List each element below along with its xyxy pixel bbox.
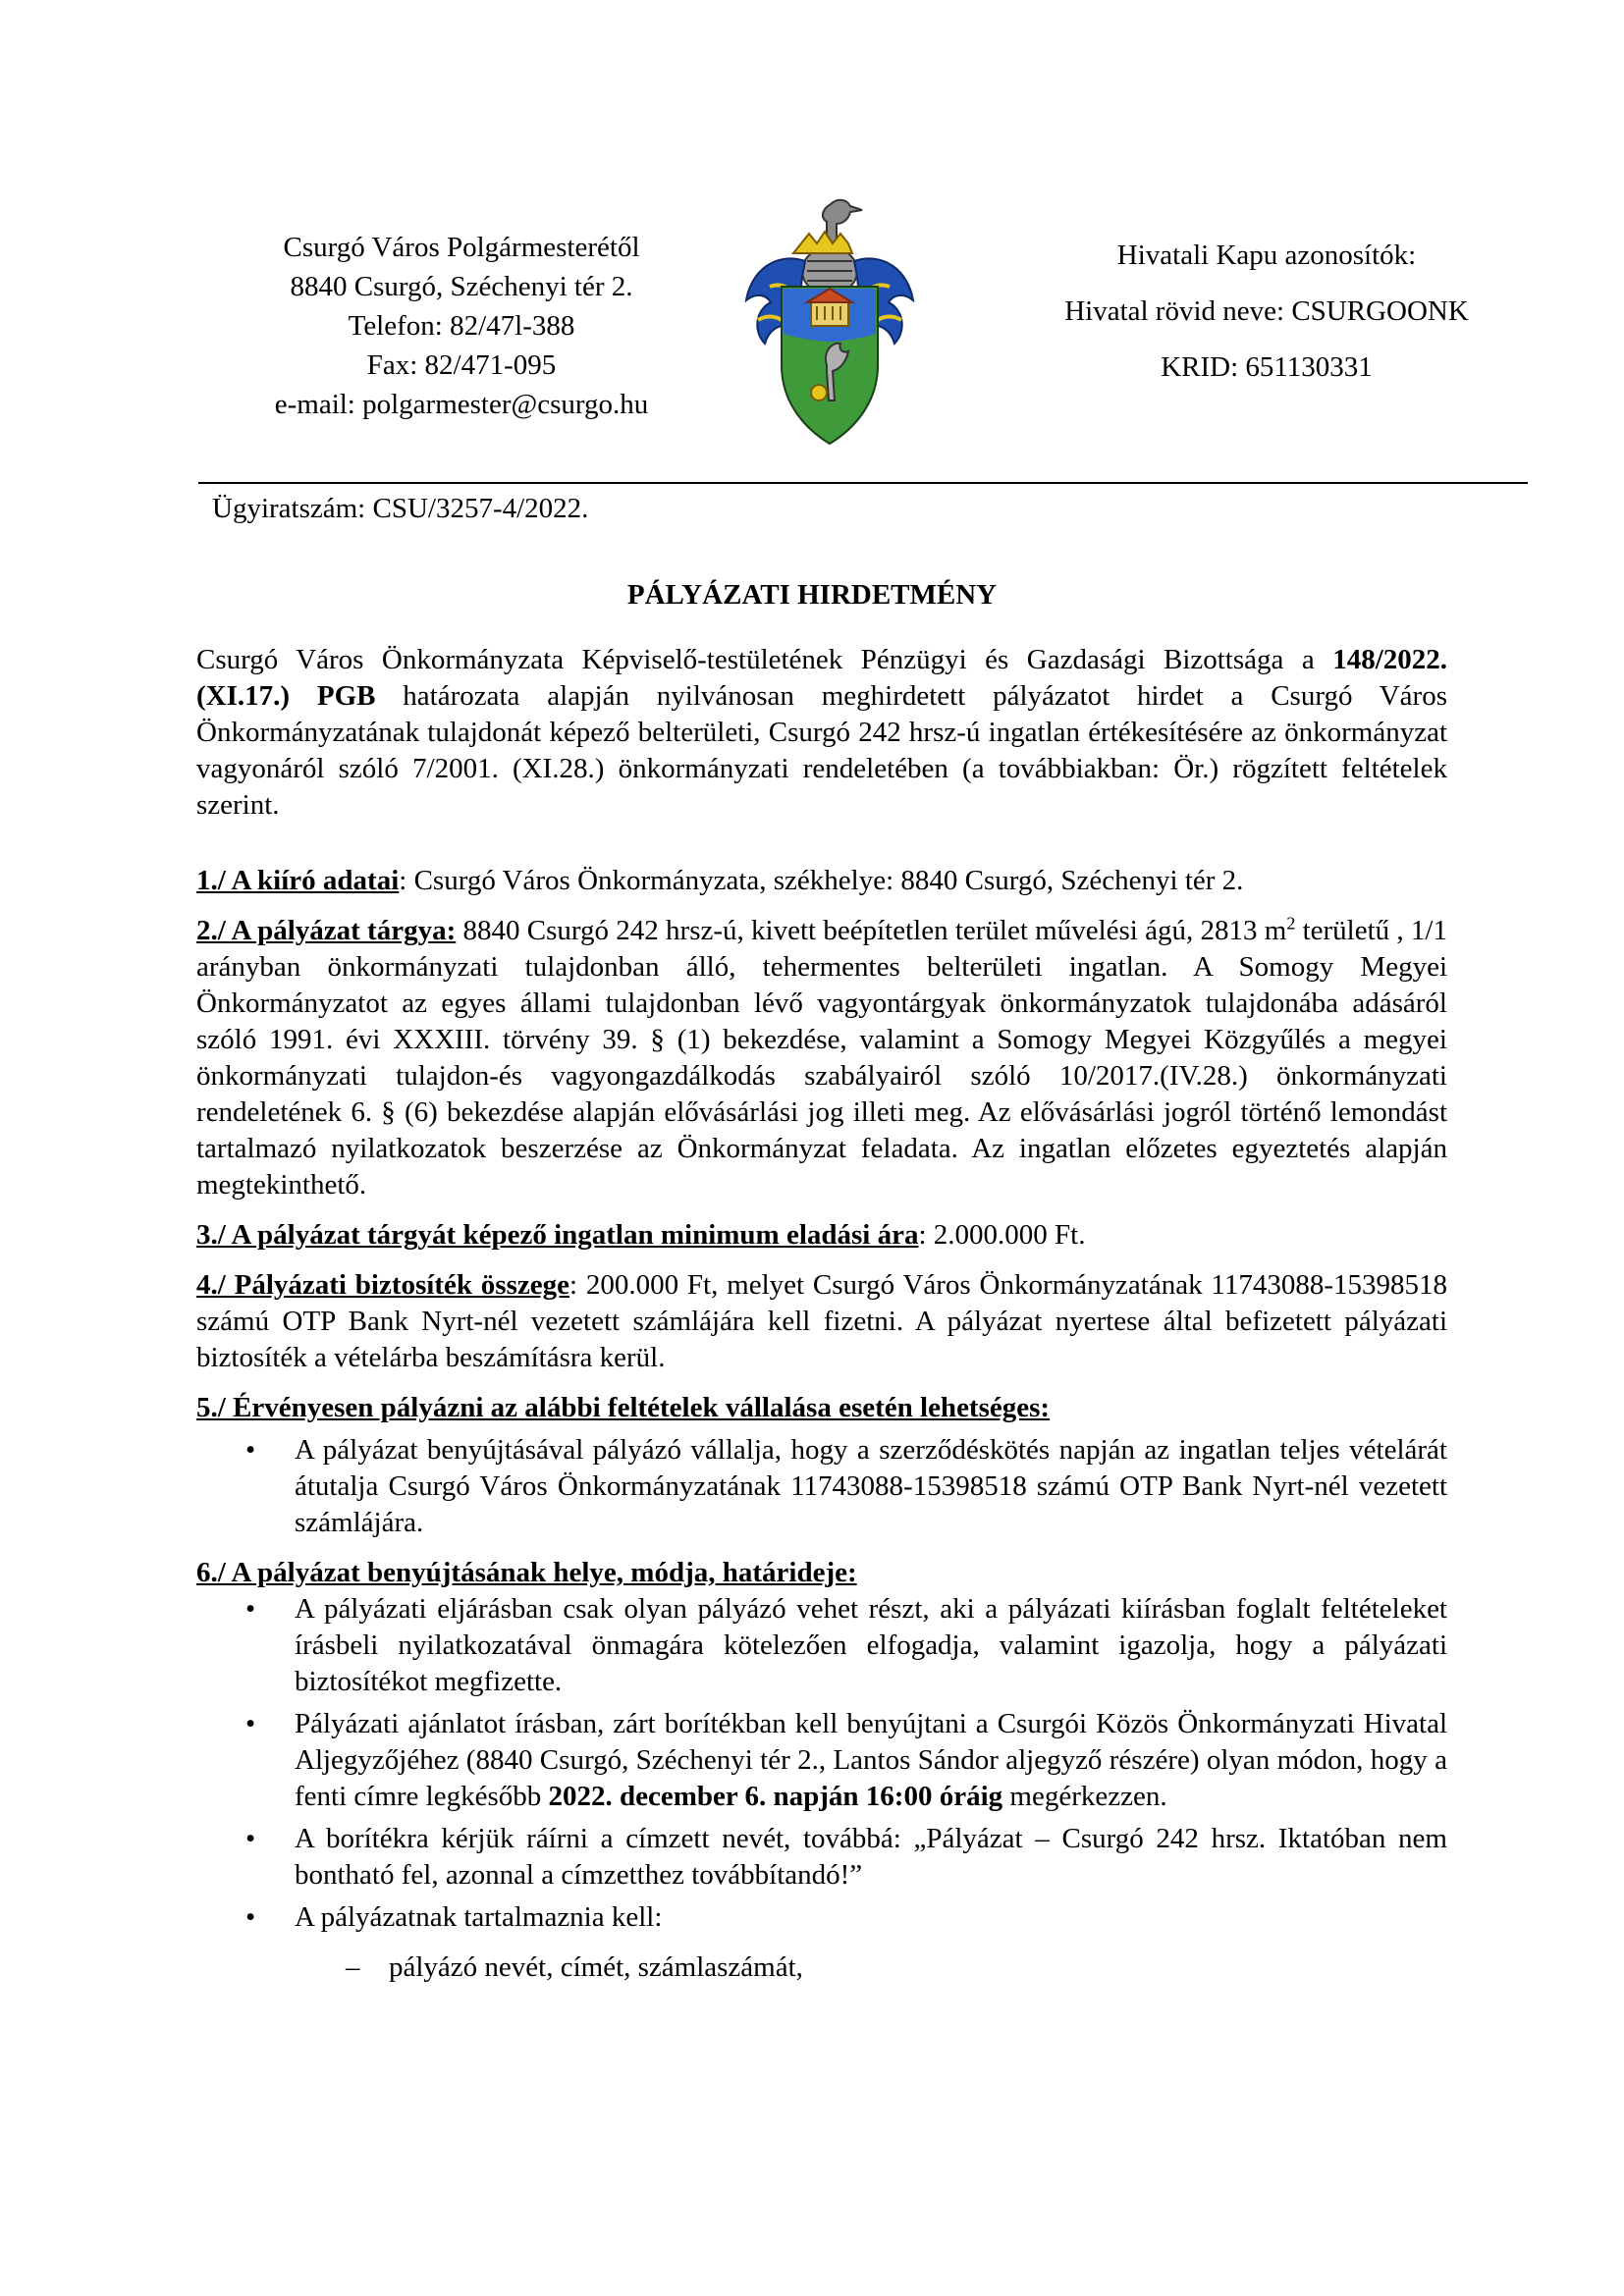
intro-paragraph [196,642,1447,824]
list-item-text: A pályázatnak tartalmaznia kell: [295,1901,663,1933]
list-item-text: Pályázati ajánlatot írásban, zárt borítékban kell benyújtani a Csurgói Közös Önkormányzati Hivatal Aljegyzőjéhez (8840 Csurgó, Széchenyi tér 2., Lantos Sándor aljegyző részére) olyan módon, hogy a fenti címre legkésőbb [295,1708,1447,1812]
required-contents-list [196,1949,1447,1986]
committee-abbr: PGB [316,680,376,712]
coat-of-arms-icon [736,192,923,453]
bullet-icon: • [245,1434,256,1466]
section-4-heading: 4./ Pályázati biztosíték összege [196,1269,569,1301]
section-2 [196,913,1447,1203]
section-2-text-2: területű , 1/1 arányban önkormányzati tulajdonban álló, tehermentes belterületi ingatlan. A Somogy Megyei Önkormányzatot az egyes állami tulajdonban lévő vagyontárgyak önkormányzatok tulajdonába adásáról szóló 1991. évi XXXIII. törvény 39. § (1) bekezdése, valamint a Somogy Megyei Közgyűlés a megyei önkormányzati tulajdon-és vagyongazdálkodás szabályairól szóló 10/2017.(IV.28.) önkormányzati rendeletének 6. § (6) bekezdése alapján elővásárlási jog illeti meg. Az elővásárlási jogról történő lemondást tartalmazó nyilatkozatok beszerzése az Önkormányzat feladata. Az ingatlan előzetes egyeztetés alapján megtekinthető. [196,915,1447,1201]
case-number: Ügyiratszám: CSU/3257-4/2022. [212,493,589,524]
dash-icon: – [346,1951,360,1983]
document-title: PÁLYÁZATI HIRDETMÉNY [626,579,998,611]
list-item-text: A borítékra kérjük ráírni a címzett nevét, továbbá: „Pályázat – Csurgó 242 hrsz. Iktatóban nem bontható fel, azonnal a címzetthez továbbítandó!” [295,1823,1447,1891]
section-1-text: : Csurgó Város Önkormányzata, székhelye: 8840 Csurgó, Széchenyi tér 2. [399,865,1244,896]
list-item-text: A pályázati eljárásban csak olyan pályázó vehet részt, aki a pályázati kiírásban foglalt feltételeket írásbeli nyilatkozatával önmagára kötelezően elfogadja, valamint igazolja, hogy a pályázati biztosítékot megfizette. [295,1593,1447,1697]
deadline: 2022. december 6. napján 16:00 óráig [548,1781,1003,1812]
section-3-heading: 3./ A pályázat tárgyát képező ingatlan minimum eladási ára [196,1219,919,1251]
list-item [196,1821,1447,1894]
section-6-heading: 6./ A pályázat benyújtásának helye, módja, határideje: [196,1557,857,1588]
section-6 [196,1555,1447,1591]
intro-space [290,680,317,712]
bullet-icon: • [245,1901,256,1933]
list-item [196,1591,1447,1700]
section-4-text: : 200.000 Ft, melyet Csurgó Város Önkormányzatának 11743088-15398518 számú OTP Bank Nyrt-nél vezetett számlájára kell fizetni. A pályázat nyertese által befizetett pályázati biztosíték a vételárba beszámításra kerül. [196,1269,1447,1373]
document-body [196,642,1447,1986]
bullet-icon: • [245,1823,256,1854]
section-6-list [196,1591,1447,1936]
list-item [196,1899,1447,1936]
office-gateway-block [1011,228,1522,396]
section-5-heading: 5./ Érvényesen pályázni az alábbi feltételek vállalása esetén lehetséges: [196,1392,1051,1423]
bullet-icon: • [245,1593,256,1625]
list-item-text: pályázó nevét, címét, számlaszámát, [389,1951,803,1983]
sender-fax: Fax: 82/471-095 [366,349,557,381]
sender-address-block [206,228,717,424]
list-item-text-end: megérkezzen. [1002,1781,1167,1812]
bullet-icon: • [245,1708,256,1739]
section-1 [196,863,1447,899]
list-item [196,1432,1447,1541]
section-3 [196,1217,1447,1254]
list-item [196,1949,1447,1986]
gateway-label: Hivatali Kapu azonosítók: [1116,240,1417,271]
section-5-list [196,1432,1447,1541]
list-item [196,1706,1447,1815]
section-5 [196,1390,1447,1426]
resolution-number: 148/2022. (XI.17.) [196,644,1447,712]
area-unit-superscript: 2 [1286,913,1296,934]
section-2-heading: 2./ A pályázat tárgya: [196,915,457,946]
sender-address: 8840 Csurgó, Széchenyi tér 2. [290,271,633,302]
header-divider [198,482,1528,484]
section-1-heading: 1./ A kiíró adatai [196,865,400,896]
sender-email: e-mail: polgarmester@csurgo.hu [274,389,649,420]
intro-text-1: Csurgó Város Önkormányzata Képviselő-testületének Pénzügyi és Gazdasági Bizottsága a [196,644,1333,675]
intro-text-2: határozata alapján nyilvánosan meghirdetett pályázatot hirdet a Csurgó Város Önkormányzatának tulajdonát képező belterületi, Csurgó 242 hrsz-ú ingatlan értékesítésére az önkormányzat vagyonáról szóló 7/2001. (XI.28.) önkormányzati rendeletében (a továbbiakban: Ör.) rögzített feltételek szerint. [196,680,1447,821]
krid: KRID: 651130331 [1161,351,1373,383]
section-2-text-1: 8840 Csurgó 242 hrsz-ú, kivett beépítetlen terület művelési ágú, 2813 m [456,915,1287,946]
section-3-text: : 2.000.000 Ft. [918,1219,1086,1251]
office-short-name: Hivatal rövid neve: CSURGOONK [1064,295,1469,327]
sender-name: Csurgó Város Polgármesterétől [283,232,640,263]
section-4 [196,1267,1447,1376]
list-item-text: A pályázat benyújtásával pályázó vállalja, hogy a szerződéskötés napján az ingatlan teljes vételárát átutalja Csurgó Város Önkormányzatának 11743088-15398518 számú OTP Bank Nyrt-nél vezetett számlájára. [295,1434,1447,1538]
sender-phone: Telefon: 82/47l-388 [348,310,575,342]
